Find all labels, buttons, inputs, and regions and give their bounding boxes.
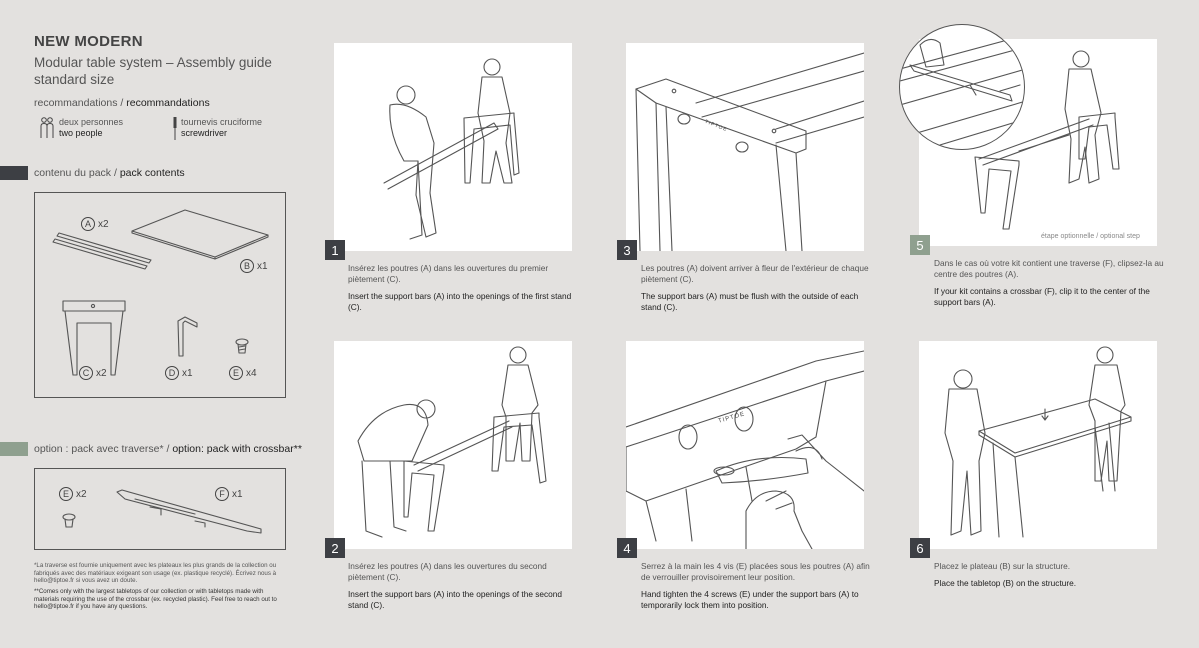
part-d-label: D x1 bbox=[165, 366, 193, 380]
stand-drawing bbox=[63, 301, 125, 375]
step-2-text-fr: Insérez les poutres (A) dans les ouvertures du second piètement (C). bbox=[348, 561, 547, 582]
guide-subtitle: Modular table system – Assembly guide standard size bbox=[34, 55, 272, 87]
option-heading: option : pack avec traverse* / option: pack with crossbar** bbox=[34, 443, 302, 455]
part-a-label: A x2 bbox=[81, 217, 109, 231]
option-parts-illustration bbox=[35, 469, 285, 549]
pack-section-marker bbox=[0, 166, 28, 180]
step-6-text-fr: Placez le plateau (B) sur la structure. bbox=[934, 561, 1071, 571]
support-bars-drawing bbox=[53, 233, 151, 269]
step-6-number: 6 bbox=[910, 538, 930, 558]
pack-heading: contenu du pack / pack contents bbox=[34, 167, 185, 179]
allen-key-drawing bbox=[178, 317, 197, 356]
step-1-number: 1 bbox=[325, 240, 345, 260]
step-1-text-fr: Insérez les poutres (A) dans les ouvertures du premier piètement (C). bbox=[348, 263, 549, 284]
step-3-number: 3 bbox=[617, 240, 637, 260]
step-1-text-en: Insert the support bars (A) into the openings of the first stand (C). bbox=[348, 291, 572, 312]
option-section-marker bbox=[0, 442, 28, 456]
step-3-text-en: The support bars (A) must be flush with the outside of each stand (C). bbox=[641, 291, 859, 312]
step-3-illustration bbox=[626, 43, 864, 251]
step-2-number: 2 bbox=[325, 538, 345, 558]
tool-en: screwdriver bbox=[181, 128, 228, 138]
stand-brand-mark-3: TIPTOE bbox=[703, 118, 729, 134]
pack-contents-box bbox=[34, 192, 286, 398]
tool-fr: tournevis cruciforme bbox=[181, 117, 263, 127]
step-5-number: 5 bbox=[910, 235, 930, 255]
footnote-fr: *La traverse est fournie uniquement avec les plateaux les plus grands de la collection ou fabriqués avec des matériaux exigeant son usage (ex. plastique recyclé). Écrivez nous à hello@tiptoe.fr si vous avez un doute. bbox=[34, 562, 277, 585]
pack-label-en: pack contents bbox=[119, 167, 185, 179]
step-4-text-fr: Serrez à la main les 4 vis (E) placées sous les poutres (A) afin de verrouiller provisoirement leur position. bbox=[641, 561, 870, 582]
optional-step-tag: étape optionnelle / optional step bbox=[1041, 233, 1140, 240]
two-people-icon bbox=[39, 117, 55, 142]
footnote-en: **Comes only with the largest tabletops of our collection or with tabletops made with materials requiring the use of the crossbar (ex. recycled plastic). Feel free to reach out to hello@tiptoe.fr if you have any questions. bbox=[34, 588, 277, 611]
step-4-number: 4 bbox=[617, 538, 637, 558]
step-6-text-en: Place the tabletop (B) on the structure. bbox=[934, 578, 1077, 588]
step-2-illustration bbox=[334, 341, 572, 549]
pack-label-fr: contenu du pack bbox=[34, 167, 112, 179]
step-4-illustration bbox=[626, 341, 864, 549]
stand-brand-mark-4: TIPTOE bbox=[717, 411, 746, 425]
option-label-fr: option : pack avec traverse* bbox=[34, 443, 164, 455]
screwdriver-recommendation bbox=[181, 117, 262, 139]
step-3-text-fr: Les poutres (A) doivent arriver à fleur de l'extérieur de chaque piètement (C). bbox=[641, 263, 869, 284]
recommendations-label-en: recommandations bbox=[126, 97, 210, 109]
step-5-text-en: If your kit contains a crossbar (F), clip it to the center of the support bars (A). bbox=[934, 286, 1150, 307]
option-part-f-label: F x1 bbox=[215, 487, 243, 501]
option-part-e-label: E x2 bbox=[59, 487, 87, 501]
screw-drawing bbox=[236, 339, 248, 353]
step-6-illustration bbox=[919, 341, 1157, 549]
tabletop-drawing bbox=[132, 210, 268, 259]
option-contents-box bbox=[34, 468, 286, 550]
part-c-label: C x2 bbox=[79, 366, 107, 380]
screwdriver-icon bbox=[171, 117, 179, 144]
people-fr: deux personnes bbox=[59, 117, 124, 127]
step-2-text-en: Insert the support bars (A) into the openings of the second stand (C). bbox=[348, 589, 563, 610]
part-b-label: B x1 bbox=[240, 259, 268, 273]
part-e-label: E x4 bbox=[229, 366, 257, 380]
step-5-text-fr: Dans le cas où votre kit contient une traverse (F), clipsez-la au centre des poutres (A). bbox=[934, 258, 1164, 279]
step-4-text-en: Hand tighten the 4 screws (E) under the support bars (A) to temporarily lock them into position. bbox=[641, 589, 859, 610]
two-people-recommendation bbox=[59, 117, 123, 139]
recommendations-heading: recommandations / recommandations bbox=[34, 97, 210, 109]
option-screw-drawing bbox=[63, 514, 75, 527]
option-label-en: option: pack with crossbar** bbox=[172, 443, 302, 455]
people-en: two people bbox=[59, 128, 103, 138]
step-1-illustration bbox=[334, 43, 572, 251]
recommendations-label-fr: recommandations bbox=[34, 97, 118, 109]
brand-title: NEW MODERN bbox=[34, 33, 143, 50]
step-5-detail-magnifier bbox=[899, 24, 1025, 150]
